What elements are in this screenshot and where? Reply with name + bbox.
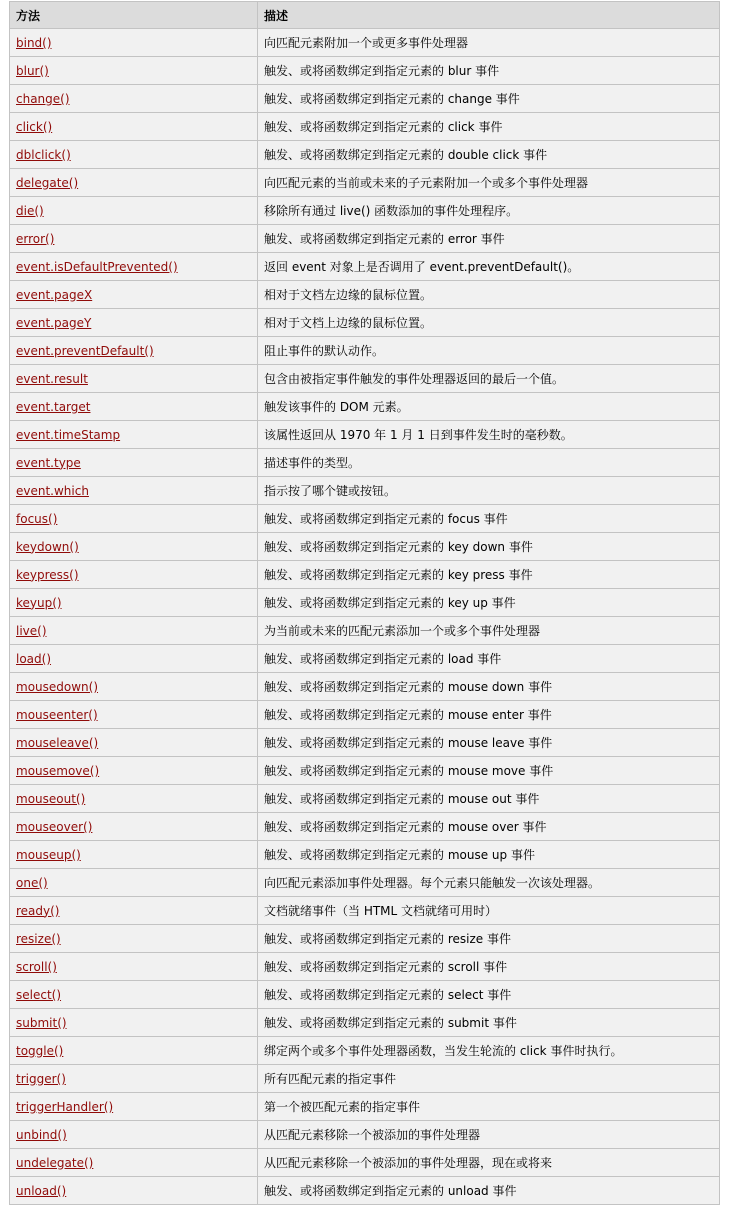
method-link[interactable]: event.preventDefault()	[16, 343, 154, 358]
method-cell	[10, 1037, 258, 1065]
method-cell	[10, 701, 258, 729]
table-row	[10, 673, 720, 701]
method-link[interactable]: one()	[16, 875, 48, 890]
method-cell	[10, 1009, 258, 1037]
table-row	[10, 701, 720, 729]
table-row	[10, 449, 720, 477]
description-cell: 触发、或将函数绑定到指定元素的 mouse over 事件	[258, 813, 720, 841]
description-cell: 绑定两个或多个事件处理器函数，当发生轮流的 click 事件时执行。	[258, 1037, 720, 1065]
description-cell: 触发、或将函数绑定到指定元素的 change 事件	[258, 85, 720, 113]
jquery-events-table	[9, 1, 720, 1205]
description-cell: 指示按了哪个键或按钮。	[258, 477, 720, 505]
table-row	[10, 113, 720, 141]
table-row	[10, 897, 720, 925]
description-cell: 触发、或将函数绑定到指定元素的 submit 事件	[258, 1009, 720, 1037]
method-link[interactable]: mouseout()	[16, 791, 86, 806]
method-cell	[10, 393, 258, 421]
method-link[interactable]: mousedown()	[16, 679, 99, 694]
method-cell	[10, 1177, 258, 1205]
method-cell	[10, 337, 258, 365]
table-row	[10, 1065, 720, 1093]
method-link[interactable]: event.type	[16, 455, 81, 470]
table-row	[10, 253, 720, 281]
header-method: 方法	[10, 2, 258, 29]
method-link[interactable]: mouseup()	[16, 847, 81, 862]
method-cell	[10, 757, 258, 785]
method-cell	[10, 1093, 258, 1121]
method-cell	[10, 1065, 258, 1093]
method-link[interactable]: event.pageY	[16, 315, 92, 330]
method-cell	[10, 589, 258, 617]
description-cell: 触发、或将函数绑定到指定元素的 unload 事件	[258, 1177, 720, 1205]
table-row	[10, 505, 720, 533]
method-cell	[10, 477, 258, 505]
method-link[interactable]: event.pageX	[16, 287, 93, 302]
table-row	[10, 29, 720, 57]
description-cell: 触发该事件的 DOM 元素。	[258, 393, 720, 421]
table-row	[10, 225, 720, 253]
table-row	[10, 1093, 720, 1121]
header-description: 描述	[258, 2, 720, 29]
description-cell: 描述事件的类型。	[258, 449, 720, 477]
table-row	[10, 1149, 720, 1177]
description-cell: 触发、或将函数绑定到指定元素的 blur 事件	[258, 57, 720, 85]
table-row	[10, 141, 720, 169]
method-cell	[10, 897, 258, 925]
method-cell	[10, 925, 258, 953]
description-cell: 相对于文档上边缘的鼠标位置。	[258, 309, 720, 337]
description-cell: 为当前或未来的匹配元素添加一个或多个事件处理器	[258, 617, 720, 645]
description-cell: 包含由被指定事件触发的事件处理器返回的最后一个值。	[258, 365, 720, 393]
method-cell	[10, 729, 258, 757]
method-cell	[10, 113, 258, 141]
table-row	[10, 1009, 720, 1037]
table-row	[10, 393, 720, 421]
table-row	[10, 169, 720, 197]
table-row	[10, 925, 720, 953]
method-link[interactable]: unload()	[16, 1183, 67, 1198]
method-cell	[10, 953, 258, 981]
method-cell	[10, 1121, 258, 1149]
description-cell: 文档就绪事件（当 HTML 文档就绪可用时）	[258, 897, 720, 925]
table-row	[10, 1121, 720, 1149]
description-cell: 触发、或将函数绑定到指定元素的 mouse move 事件	[258, 757, 720, 785]
description-cell: 触发、或将函数绑定到指定元素的 key up 事件	[258, 589, 720, 617]
description-cell: 该属性返回从 1970 年 1 月 1 日到事件发生时的毫秒数。	[258, 421, 720, 449]
method-link[interactable]: mousemove()	[16, 763, 100, 778]
table-row	[10, 617, 720, 645]
table-row	[10, 841, 720, 869]
method-link[interactable]: keypress()	[16, 567, 79, 582]
table-row	[10, 869, 720, 897]
method-cell	[10, 57, 258, 85]
description-cell: 触发、或将函数绑定到指定元素的 mouse up 事件	[258, 841, 720, 869]
table-row	[10, 953, 720, 981]
method-cell	[10, 281, 258, 309]
method-cell	[10, 617, 258, 645]
method-link[interactable]: keyup()	[16, 595, 62, 610]
method-cell	[10, 645, 258, 673]
method-cell	[10, 841, 258, 869]
description-cell: 触发、或将函数绑定到指定元素的 click 事件	[258, 113, 720, 141]
method-cell	[10, 141, 258, 169]
description-cell: 触发、或将函数绑定到指定元素的 mouse out 事件	[258, 785, 720, 813]
method-link[interactable]: bind()	[16, 35, 52, 50]
method-cell	[10, 533, 258, 561]
table-row	[10, 57, 720, 85]
method-cell	[10, 197, 258, 225]
description-cell: 触发、或将函数绑定到指定元素的 mouse leave 事件	[258, 729, 720, 757]
method-link[interactable]: event.timeStamp	[16, 427, 121, 442]
table-row	[10, 365, 720, 393]
description-cell: 第一个被匹配元素的指定事件	[258, 1093, 720, 1121]
method-link[interactable]: undelegate()	[16, 1155, 94, 1170]
description-cell: 向匹配元素附加一个或更多事件处理器	[258, 29, 720, 57]
description-cell: 从匹配元素移除一个被添加的事件处理器	[258, 1121, 720, 1149]
table-row	[10, 85, 720, 113]
table-row	[10, 533, 720, 561]
method-link[interactable]: live()	[16, 623, 47, 638]
method-cell	[10, 981, 258, 1009]
method-link[interactable]: click()	[16, 119, 53, 134]
method-link[interactable]: dblclick()	[16, 147, 71, 162]
description-cell: 触发、或将函数绑定到指定元素的 scroll 事件	[258, 953, 720, 981]
description-cell: 相对于文档左边缘的鼠标位置。	[258, 281, 720, 309]
method-cell	[10, 29, 258, 57]
table-row	[10, 813, 720, 841]
description-cell: 触发、或将函数绑定到指定元素的 mouse enter 事件	[258, 701, 720, 729]
method-cell	[10, 365, 258, 393]
method-cell	[10, 673, 258, 701]
table-row	[10, 729, 720, 757]
method-cell	[10, 225, 258, 253]
method-link[interactable]: error()	[16, 231, 55, 246]
method-cell	[10, 169, 258, 197]
method-link[interactable]: die()	[16, 203, 44, 218]
method-cell	[10, 869, 258, 897]
method-link[interactable]: event.which	[16, 483, 89, 498]
table-row	[10, 645, 720, 673]
table-header-row	[10, 2, 720, 29]
method-link[interactable]: trigger()	[16, 1071, 66, 1086]
table-row	[10, 197, 720, 225]
method-link[interactable]: mouseover()	[16, 819, 93, 834]
method-link[interactable]: blur()	[16, 63, 49, 78]
table-row	[10, 421, 720, 449]
method-cell	[10, 813, 258, 841]
description-cell: 触发、或将函数绑定到指定元素的 load 事件	[258, 645, 720, 673]
method-cell	[10, 785, 258, 813]
description-cell: 触发、或将函数绑定到指定元素的 select 事件	[258, 981, 720, 1009]
method-link[interactable]: keydown()	[16, 539, 79, 554]
method-cell	[10, 421, 258, 449]
method-cell	[10, 1149, 258, 1177]
method-cell	[10, 505, 258, 533]
description-cell: 阻止事件的默认动作。	[258, 337, 720, 365]
method-cell	[10, 309, 258, 337]
method-link[interactable]: scroll()	[16, 959, 57, 974]
description-cell: 移除所有通过 live() 函数添加的事件处理程序。	[258, 197, 720, 225]
method-link[interactable]: delegate()	[16, 175, 79, 190]
method-link[interactable]: event.target	[16, 399, 91, 414]
table-row	[10, 337, 720, 365]
table-row	[10, 589, 720, 617]
method-link[interactable]: mouseenter()	[16, 707, 98, 722]
table-row	[10, 1177, 720, 1205]
method-link[interactable]: triggerHandler()	[16, 1099, 114, 1114]
method-cell	[10, 561, 258, 589]
reference-table-container	[9, 1, 719, 1205]
description-cell: 触发、或将函数绑定到指定元素的 key down 事件	[258, 533, 720, 561]
method-link[interactable]: load()	[16, 651, 52, 666]
method-link[interactable]: resize()	[16, 931, 61, 946]
method-link[interactable]: event.isDefaultPrevented()	[16, 259, 178, 274]
description-cell: 触发、或将函数绑定到指定元素的 mouse down 事件	[258, 673, 720, 701]
table-row	[10, 757, 720, 785]
method-link[interactable]: event.result	[16, 371, 88, 386]
method-link[interactable]: change()	[16, 91, 70, 106]
method-link[interactable]: toggle()	[16, 1043, 64, 1058]
description-cell: 触发、或将函数绑定到指定元素的 key press 事件	[258, 561, 720, 589]
method-link[interactable]: submit()	[16, 1015, 67, 1030]
method-link[interactable]: unbind()	[16, 1127, 67, 1142]
table-row	[10, 1037, 720, 1065]
method-cell	[10, 449, 258, 477]
description-cell: 触发、或将函数绑定到指定元素的 error 事件	[258, 225, 720, 253]
method-link[interactable]: focus()	[16, 511, 58, 526]
method-cell	[10, 253, 258, 281]
description-cell: 触发、或将函数绑定到指定元素的 resize 事件	[258, 925, 720, 953]
table-row	[10, 309, 720, 337]
description-cell: 所有匹配元素的指定事件	[258, 1065, 720, 1093]
description-cell: 向匹配元素的当前或未来的子元素附加一个或多个事件处理器	[258, 169, 720, 197]
description-cell: 向匹配元素添加事件处理器。每个元素只能触发一次该处理器。	[258, 869, 720, 897]
description-cell: 返回 event 对象上是否调用了 event.preventDefault()。	[258, 253, 720, 281]
table-body	[10, 29, 720, 1205]
method-link[interactable]: mouseleave()	[16, 735, 99, 750]
method-link[interactable]: select()	[16, 987, 62, 1002]
description-cell: 从匹配元素移除一个被添加的事件处理器，现在或将来	[258, 1149, 720, 1177]
description-cell: 触发、或将函数绑定到指定元素的 focus 事件	[258, 505, 720, 533]
table-row	[10, 785, 720, 813]
table-row	[10, 981, 720, 1009]
description-cell: 触发、或将函数绑定到指定元素的 double click 事件	[258, 141, 720, 169]
table-row	[10, 281, 720, 309]
table-row	[10, 561, 720, 589]
method-cell	[10, 85, 258, 113]
method-link[interactable]: ready()	[16, 903, 60, 918]
table-row	[10, 477, 720, 505]
